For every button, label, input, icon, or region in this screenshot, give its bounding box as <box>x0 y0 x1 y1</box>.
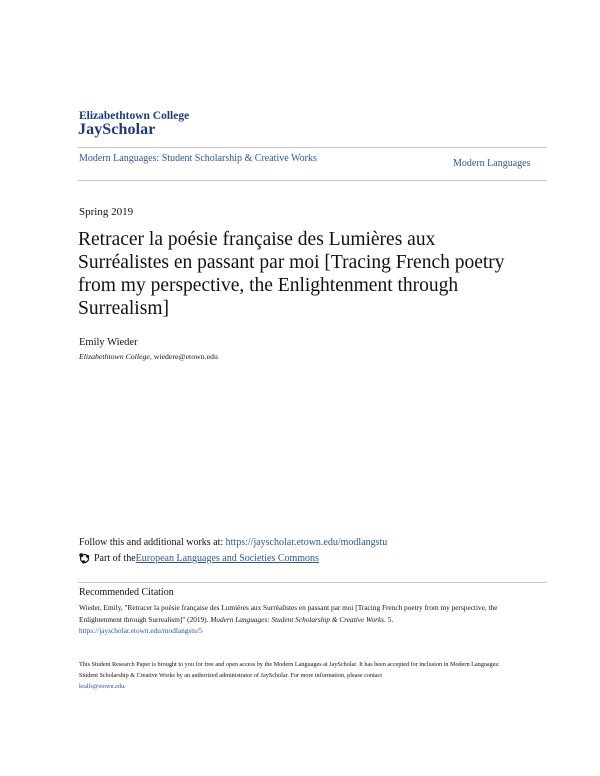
commons-link[interactable]: European Languages and Societies Commons <box>135 553 319 564</box>
contact-email-link[interactable]: kralls@etown.edu <box>79 683 125 690</box>
author-email: , wiedere@etown.edu <box>149 352 218 361</box>
part-of-label: Part of the <box>94 553 136 564</box>
department-link[interactable]: Modern Languages <box>453 158 531 169</box>
header-divider-top <box>78 147 547 148</box>
network-logo-icon <box>79 553 90 564</box>
footer-end: . <box>124 683 126 690</box>
part-of-line <box>79 553 319 564</box>
follow-label: Follow this and additional works at: <box>79 537 226 548</box>
author-name: Emily Wieder <box>79 337 138 348</box>
paper-title: Retracer la poésie française des Lumières aux Surréalistes en passant par moi [Tracing French poetry from my perspective, the Enlightenment through Surrealism] <box>78 229 505 319</box>
citation-series: Modern Languages: Student Scholarship & Creative Works <box>210 614 385 624</box>
repository-name[interactable]: JayScholar <box>78 121 156 138</box>
citation-prefix: Wieder, Emily, "Retracer la poésie française des Lumières aux Surréalistes en passant par moi [Tracing French poetry from my perspective, the Enlightenment through Surrealism]" (2019). <box>79 603 498 624</box>
author-affiliation <box>79 352 218 361</box>
publication-date: Spring 2019 <box>79 206 134 218</box>
citation-suffix: . 5. <box>384 614 394 624</box>
affiliation-institution: Elizabethtown College <box>79 352 150 361</box>
footer-text: This Student Research Paper is brought to you for free and open access by the Modern Languages at JayScholar. It has been accepted for inclusion in Modern Languages: Student Scholarship & Creative Works by an authorized administrator of JayScholar. For more information, please contact <box>79 661 500 679</box>
citation-heading: Recommended Citation <box>79 587 174 598</box>
follow-line <box>79 537 387 548</box>
follow-url-link[interactable]: https://jayscholar.etown.edu/modlangstu <box>225 537 388 548</box>
collection-link[interactable]: Modern Languages: Student Scholarship & Creative Works <box>79 153 317 164</box>
citation-text <box>79 602 504 637</box>
footer-notice <box>79 659 519 692</box>
institution-name[interactable]: Elizabethtown College <box>79 110 190 122</box>
citation-url-link[interactable]: https://jayscholar.etown.edu/modlangstu/5 <box>79 626 203 635</box>
citation-divider <box>78 582 547 583</box>
header-divider-bottom <box>78 180 547 181</box>
